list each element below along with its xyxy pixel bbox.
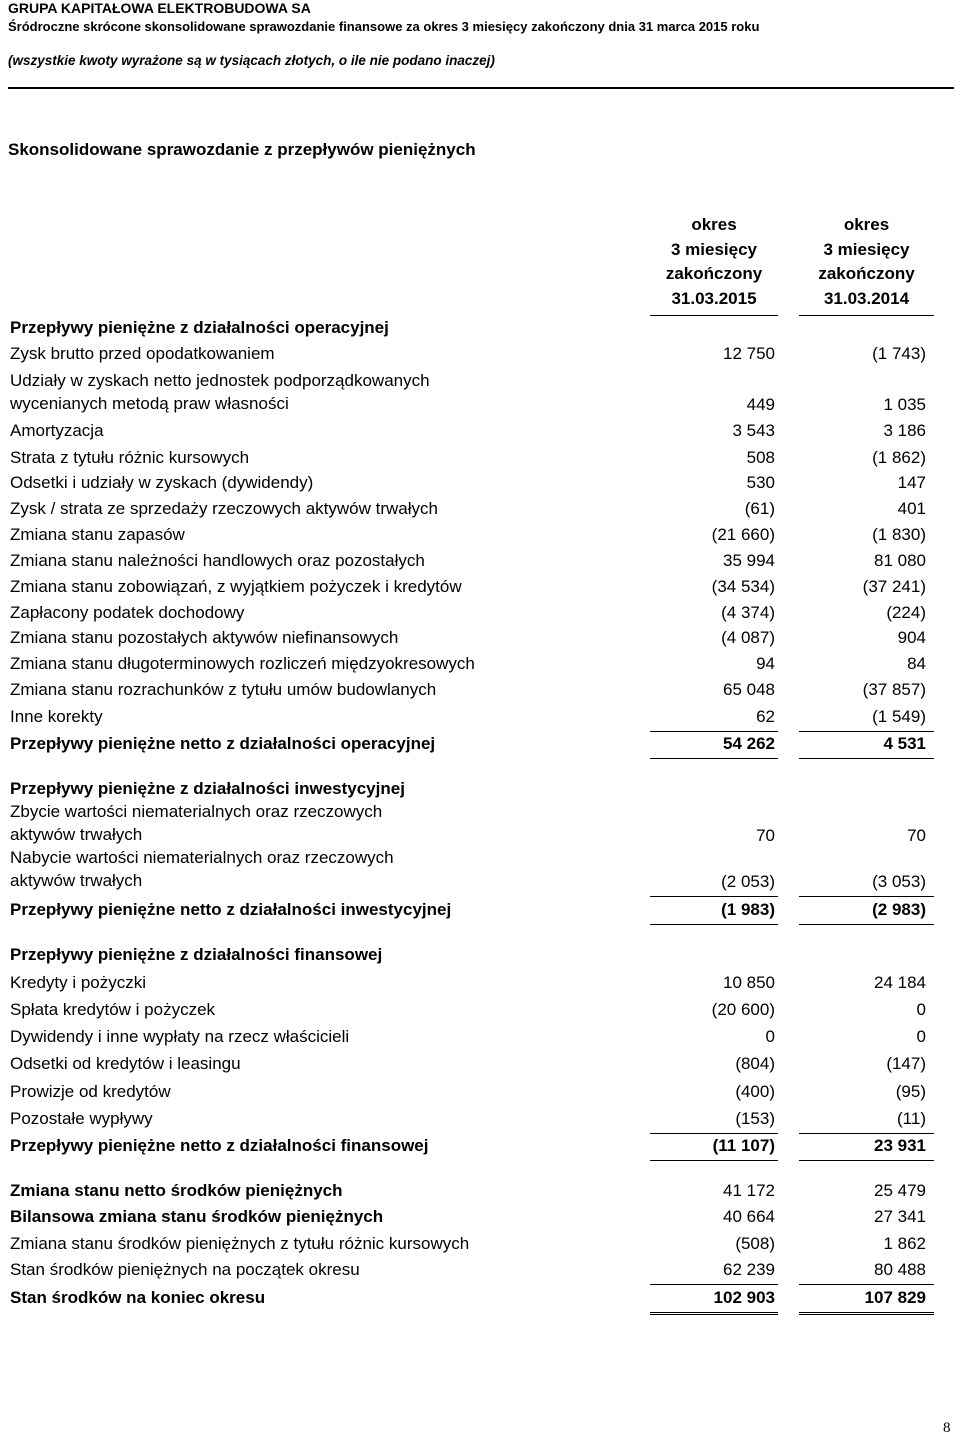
row-label <box>10 499 438 519</box>
table-row <box>0 1023 960 1049</box>
value-2015: 12 750 <box>723 344 775 363</box>
table-row <box>0 314 960 340</box>
value-2014: 1 035 <box>883 395 926 414</box>
value-2015: 3 543 <box>732 421 775 440</box>
value-2014: 107 829 <box>864 1288 926 1307</box>
row-label-line: Zmiana stanu środków pieniężnych z tytułu różnic kursowych <box>10 1234 470 1253</box>
row-label-line: Strata z tytułu różnic kursowych <box>10 448 250 467</box>
value-2015: (508) <box>735 1234 775 1253</box>
row-label-line: Odsetki i udziały w zyskach (dywidendy) <box>10 473 314 492</box>
total-double-rule <box>650 1312 778 1315</box>
table-row <box>0 547 960 573</box>
table-row <box>0 444 960 470</box>
table-row <box>0 340 960 366</box>
report-subtitle: Śródroczne skrócone skonsolidowane sprawozdanie finansowe za okres 3 miesięcy zakończony dnia 31 marca 2015 roku <box>8 19 760 34</box>
row-label <box>10 654 475 674</box>
table-row <box>0 798 960 848</box>
value-2015: (11 107) <box>712 1136 775 1155</box>
column-header-line: 3 miesięcy <box>823 239 910 259</box>
table-row <box>0 624 960 650</box>
row-label <box>10 900 451 920</box>
table-row <box>0 469 960 495</box>
row-label-line: Amortyzacja <box>10 421 104 440</box>
table-row <box>0 650 960 676</box>
table-row <box>0 1177 960 1203</box>
table-row <box>0 1132 960 1158</box>
value-2014: 80 488 <box>874 1260 926 1279</box>
value-2014: (224) <box>886 603 926 622</box>
row-label <box>10 1000 215 1020</box>
column-header-line: zakończony <box>665 264 763 283</box>
value-2014: 401 <box>897 499 926 518</box>
row-label <box>10 473 313 493</box>
row-label-line: Przepływy pieniężne z działalności operacyjnej <box>10 318 389 337</box>
row-label <box>10 1207 383 1227</box>
row-label-line: Zysk / strata ze sprzedaży rzeczowych aktywów trwałych <box>10 499 438 518</box>
row-label-line: Przepływy pieniężne netto z działalności operacyjnej <box>10 734 436 753</box>
amounts-note: (wszystkie kwoty wyrażone są w tysiącach złotych, o ile nie podano inaczej) <box>8 53 495 68</box>
value-2014: 25 479 <box>874 1181 926 1200</box>
table-row <box>0 730 960 756</box>
row-label-line: Nabycie wartości niematerialnych oraz rzeczowych <box>10 848 394 867</box>
row-label-line: Przepływy pieniężne netto z działalności inwestycyjnej <box>10 900 452 919</box>
value-2015: (153) <box>735 1109 775 1128</box>
value-2015: 10 850 <box>723 973 775 992</box>
value-2015: 62 <box>756 707 775 726</box>
value-2014: (1 549) <box>872 707 926 726</box>
value-2014: (1 743) <box>872 344 926 363</box>
total-double-rule <box>799 1312 934 1315</box>
row-label-line: Odsetki od kredytów i leasingu <box>10 1054 241 1073</box>
value-2014: 3 186 <box>883 421 926 440</box>
table-row <box>0 367 960 417</box>
row-label <box>10 628 398 648</box>
row-label-line: Zmiana stanu długoterminowych rozliczeń międzyokresowych <box>10 654 475 673</box>
row-label-line: Zmiana stanu rozrachunków z tytułu umów budowlanych <box>10 680 437 699</box>
row-label <box>10 577 462 597</box>
table-row <box>0 969 960 995</box>
value-2015: (2 053) <box>721 872 775 891</box>
row-label <box>10 779 405 799</box>
value-2015: (400) <box>735 1082 775 1101</box>
value-2015: 94 <box>756 654 775 673</box>
section-title: Skonsolidowane sprawozdanie z przepływów pieniężnych <box>8 140 476 159</box>
company-name: GRUPA KAPITAŁOWA ELEKTROBUDOWA SA <box>8 0 311 16</box>
row-label <box>10 1234 469 1254</box>
value-2014: 4 531 <box>883 734 926 753</box>
header-divider <box>8 87 954 89</box>
row-label <box>10 1054 241 1074</box>
table-row <box>0 1050 960 1076</box>
table-row <box>0 599 960 625</box>
value-2015: 65 048 <box>723 680 775 699</box>
value-2014: (37 241) <box>862 577 926 596</box>
row-label-line: Zapłacony podatek dochodowy <box>10 603 245 622</box>
table-row <box>0 495 960 521</box>
value-2014: (147) <box>886 1054 926 1073</box>
table-row <box>0 1203 960 1229</box>
value-2015: 70 <box>756 826 775 845</box>
table-row <box>0 1256 960 1282</box>
value-2014: 147 <box>897 473 926 492</box>
value-2015: 530 <box>746 473 775 492</box>
value-2014: (3 053) <box>872 872 926 891</box>
value-2015: 0 <box>765 1027 775 1046</box>
row-label-line: Pozostałe wypływy <box>10 1109 153 1128</box>
row-label-line: aktywów trwałych <box>10 871 143 890</box>
row-label <box>10 1260 360 1280</box>
subtotal-rule <box>650 758 778 759</box>
table-row <box>0 417 960 443</box>
table-row <box>0 1105 960 1131</box>
row-label-line: Zysk brutto przed opodatkowaniem <box>10 344 275 363</box>
value-2014: 1 862 <box>883 1234 926 1253</box>
table-row <box>0 844 960 894</box>
column-header-line: okres <box>691 215 737 234</box>
value-2015: 449 <box>746 395 775 414</box>
value-2015: 41 172 <box>723 1181 775 1200</box>
row-label-line: Przepływy pieniężne z działalności inwestycyjnej <box>10 779 405 798</box>
row-label <box>10 1288 265 1308</box>
value-2014: 0 <box>916 1000 926 1019</box>
column-header-line: okres <box>843 215 890 234</box>
row-label <box>10 448 249 468</box>
value-2014: 0 <box>916 1027 926 1046</box>
value-2015: (34 534) <box>711 577 775 596</box>
column-header-line: 31.03.2014 <box>823 288 910 308</box>
row-label <box>10 525 185 545</box>
value-2015: (21 660) <box>711 525 775 544</box>
row-label-line: Stan środków pieniężnych na początek okresu <box>10 1260 360 1279</box>
value-2015: (1 983) <box>721 900 775 919</box>
value-2015: 54 262 <box>723 734 775 753</box>
row-label-line: Zmiana stanu pozostałych aktywów niefinansowych <box>10 628 399 647</box>
page-number: 8 <box>943 1420 951 1436</box>
table-row <box>0 1284 960 1310</box>
value-2014: 24 184 <box>874 973 926 992</box>
value-2014: (11) <box>897 1109 926 1128</box>
row-label <box>10 603 244 623</box>
value-2014: 23 931 <box>874 1136 926 1155</box>
row-label-line: aktywów trwałych <box>10 825 143 844</box>
row-label-line: Przepływy pieniężne z działalności finansowej <box>10 945 383 964</box>
value-2014: (2 983) <box>872 900 926 919</box>
row-label <box>10 800 382 846</box>
row-label-line: Zmiana stanu zapasów <box>10 525 185 544</box>
row-label <box>10 680 436 700</box>
table-row <box>0 521 960 547</box>
subtotal-rule <box>650 1160 778 1161</box>
row-label-line: Spłata kredytów i pożyczek <box>10 1000 216 1019</box>
value-2015: 40 664 <box>723 1207 775 1226</box>
row-label <box>10 707 103 727</box>
row-label <box>10 421 104 441</box>
value-2014: (95) <box>895 1082 926 1101</box>
table-row <box>0 1078 960 1104</box>
value-2015: (4 374) <box>721 603 775 622</box>
value-2014: 81 080 <box>874 551 926 570</box>
value-2015: (61) <box>744 499 775 518</box>
row-label <box>10 1027 349 1047</box>
row-label-line: Prowizje od kredytów <box>10 1082 171 1101</box>
table-row <box>0 703 960 729</box>
table-row <box>0 573 960 599</box>
column-header-line: 3 miesięcy <box>670 239 757 259</box>
value-2014: (1 830) <box>872 525 926 544</box>
row-label-line: Dywidendy i inne wypłaty na rzecz właścicieli <box>10 1027 350 1046</box>
value-2014: (37 857) <box>862 680 926 699</box>
row-label <box>10 1109 153 1129</box>
value-2014: 70 <box>907 826 926 845</box>
row-label <box>10 551 425 571</box>
row-label <box>10 973 146 993</box>
table-row <box>0 941 960 967</box>
row-label-line: Zmiana stanu zobowiązań, z wyjątkiem pożyczek i kredytów <box>10 577 462 596</box>
row-label <box>10 318 389 338</box>
column-header-2014 <box>799 213 934 316</box>
row-label-line: Zmiana stanu należności handlowych oraz pozostałych <box>10 551 425 570</box>
value-2015: (804) <box>735 1054 775 1073</box>
column-header-line: zakończony <box>818 264 915 283</box>
table-row <box>0 896 960 922</box>
column-header-2015 <box>650 213 778 316</box>
table-row <box>0 1230 960 1256</box>
row-label-line: Udziały w zyskach netto jednostek podporządkowanych <box>10 371 430 390</box>
row-label <box>10 945 382 965</box>
value-2015: 35 994 <box>723 551 775 570</box>
row-label-line: Przepływy pieniężne netto z działalności finansowej <box>10 1136 429 1155</box>
row-label-line: Zbycie wartości niematerialnych oraz rzeczowych <box>10 802 383 821</box>
value-2014: 904 <box>897 628 926 647</box>
row-label <box>10 734 435 754</box>
column-header-line: 31.03.2015 <box>671 288 757 308</box>
row-label <box>10 369 430 415</box>
row-label-line: wycenianych metodą praw własności <box>10 394 289 413</box>
subtotal-rule <box>799 924 934 925</box>
row-label-line: Kredyty i pożyczki <box>10 973 147 992</box>
subtotal-rule <box>799 1160 934 1161</box>
row-label-line: Stan środków na koniec okresu <box>10 1288 266 1307</box>
row-label-line: Inne korekty <box>10 707 103 726</box>
value-2015: 102 903 <box>713 1288 775 1307</box>
value-2014: 84 <box>907 654 926 673</box>
subtotal-rule <box>799 758 934 759</box>
row-label-line: Zmiana stanu netto środków pieniężnych <box>10 1181 343 1200</box>
row-label <box>10 344 275 364</box>
row-label <box>10 1136 428 1156</box>
value-2015: 508 <box>746 448 775 467</box>
value-2014: (1 862) <box>872 448 926 467</box>
row-label <box>10 1082 171 1102</box>
row-label <box>10 1181 343 1201</box>
table-row <box>0 996 960 1022</box>
row-label <box>10 846 394 892</box>
value-2015: (20 600) <box>711 1000 775 1019</box>
value-2014: 27 341 <box>874 1207 926 1226</box>
subtotal-rule <box>650 924 778 925</box>
row-label-line: Bilansowa zmiana stanu środków pieniężnych <box>10 1207 384 1226</box>
table-row <box>0 676 960 702</box>
value-2015: 62 239 <box>723 1260 775 1279</box>
value-2015: (4 087) <box>721 628 775 647</box>
